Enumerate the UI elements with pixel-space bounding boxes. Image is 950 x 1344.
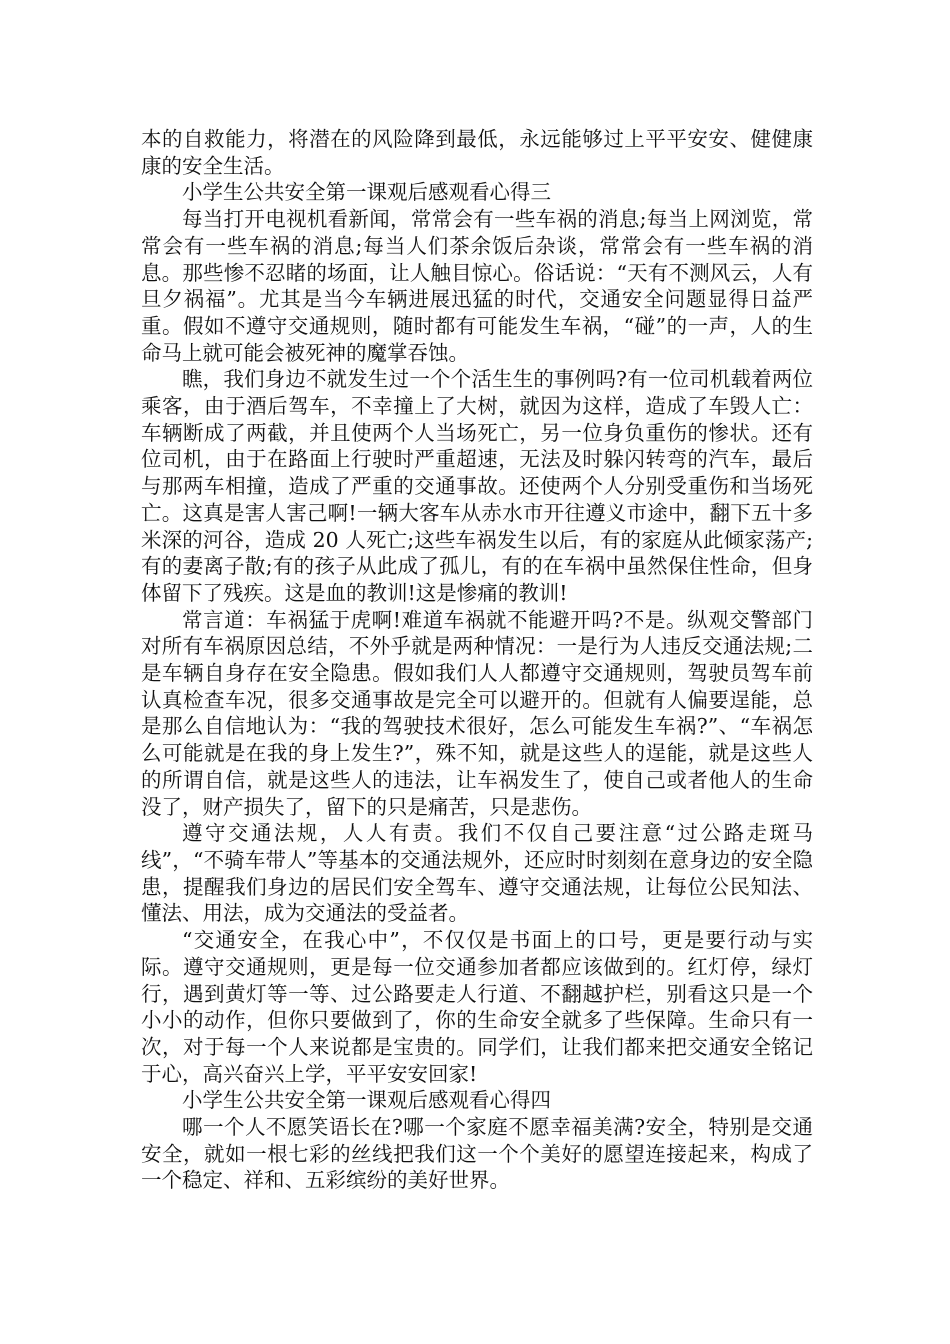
- paragraph: 常言道：车祸猛于虎啊!难道车祸就不能避开吗?不是。纵观交警部门对所有车祸原因总结，不外乎就是两种情况：一是行为人违反交通法规;二是车辆自身存在安全隐患。假如我们人人都遵守交通规则，驾驶员驾车前认真检查车况，很多交通事故是完全可以避开的。但就有人偏要逞能，总是那么自信地认为：“我的驾驶技术很好，怎么可能发生车祸?”、“车祸怎么可能就是在我的身上发生?”，殊不知，就是这些人的逞能，就是这些人的所谓自信，就是这些人的违法，让车祸发生了，使自己或者他人的生命没了，财产损失了，留下的只是痛苦，只是悲伤。: [141, 607, 813, 819]
- paragraph: 遵守交通法规，人人有责。我们不仅自己要注意“过公路走斑马线”，“不骑车带人”等基本的交通法规外，还应时时刻刻在意身边的安全隐患，提醒我们身边的居民们安全驾车、遵守交通法规，让每位公民知法、懂法、用法，成为交通法的受益者。: [141, 821, 813, 926]
- section-heading-4: 小学生公共安全第一课观后感观看心得四: [182, 1088, 551, 1113]
- paragraph: 每当打开电视机看新闻，常常会有一些车祸的消息;每当上网浏览，常常会有一些车祸的消息;每当人们茶余饭后杂谈，常常会有一些车祸的消息。那些惨不忍睹的场面，让人触目惊心。俗话说：“天有不测风云，人有旦夕祸福”。尤其是当今车辆进展迅猛的时代，交通安全问题显得日益严重。假如不遵守交通规则，随时都有可能发生车祸，“碰”的一声，人的生命马上就可能会被死神的魔掌吞蚀。: [141, 207, 813, 365]
- paragraph: 哪一个人不愿笑语长在?哪一个家庭不愿幸福美满?安全，特别是交通安全，就如一根七彩的丝线把我们这一个个美好的愿望连接起来，构成了一个稳定、祥和、五彩缤纷的美好世界。: [141, 1115, 813, 1193]
- paragraph: 瞧，我们身边不就发生过一个个活生生的事例吗?有一位司机载着两位乘客，由于酒后驾车，不幸撞上了大树，就因为这样，造成了车毁人亡：车辆断成了两截，并且使两个人当场死亡，另一位身负重伤的惨状。还有位司机，由于在路面上行驶时严重超速，无法及时躲闪转弯的汽车，最后与那两车相撞，造成了严重的交通事故。还使两个人分别受重伤和当场死亡。这真是害人害己啊!一辆大客车从赤水市开往遵义市途中，翻下五十多米深的河谷，造成 20 人死亡;这些车祸发生以后，有的家庭从此倾家荡产;有的妻离子散;有的孩子从此成了孤儿，有的在车祸中虽然保住性命，但身体留下了残疾。这是血的教训!这是惨痛的教训!: [141, 367, 813, 605]
- paragraph: “交通安全，在我心中”，不仅仅是书面上的口号，更是要行动与实际。遵守交通规则，更是每一位交通参加者都应该做到的。红灯停，绿灯行，遇到黄灯等一等、过公路要走人行道、不翻越护栏，别看这只是一个小小的动作，但你只要做到了，你的生命安全就多了些保障。生命只有一次，对于每一个人来说都是宝贵的。同学们，让我们都来把交通安全铭记于心，高兴奋兴上学，平平安安回家!: [141, 928, 813, 1086]
- document-body: [141, 126, 813, 1194]
- paragraph-continuation: 本的自救能力，将潜在的风险降到最低，永远能够过上平平安安、健健康康的安全生活。: [141, 127, 813, 178]
- section-heading-3: 小学生公共安全第一课观后感观看心得三: [182, 180, 551, 205]
